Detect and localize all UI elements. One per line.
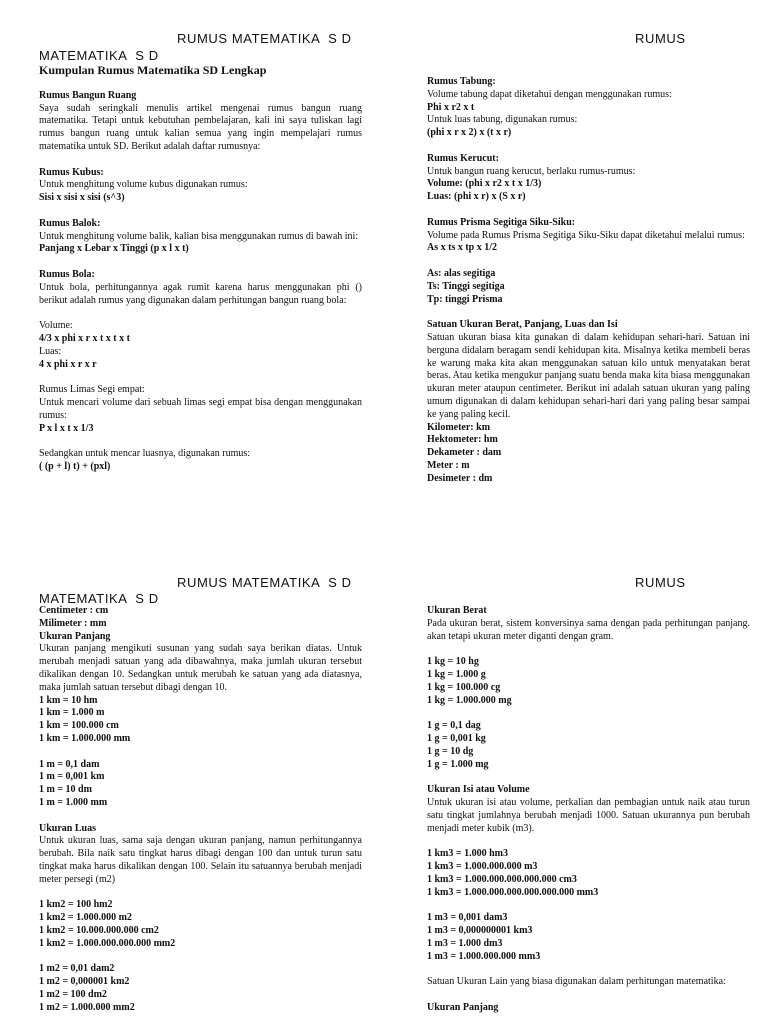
bold-line: 1 m2 = 0,000001 km2 [39,976,130,988]
spacer [427,204,750,217]
bold-line: (phi x r x 2) x (t x r) [427,127,512,139]
bold-line: Sisi x sisi x sisi (s^3) [39,192,125,204]
bold-line: 1 m3 = 0,000000001 km3 [427,924,533,936]
spacer [427,255,750,268]
text-paragraph: Untuk bangun ruang kerucut, berlaku rumus-rumus: [427,165,636,177]
bold-line: Rumus Bola: [39,268,95,280]
bold-line: Rumus Prisma Segitiga Siku-Siku: [427,216,576,228]
bold-line: 1 m3 = 1.000 dm3 [427,937,503,949]
text-paragraph: Pada ukuran berat, sistem konversinya sama dengan pada perhitungan panjang. akan tetapi ukuran meter diganti dengan gram. [427,617,750,642]
page2-right-column [427,605,750,1015]
bold-line: Ts: Tinggi segitiga [427,280,505,292]
bold-line: 1 km = 100.000 cm [39,720,119,732]
spacer [39,77,362,90]
bold-line: 4/3 x phi x r x t x t x t [39,332,130,344]
text-paragraph: Untuk mencari volume dari sebuah limas segi empat bisa dengan menggunakan rumus: [39,396,362,421]
bold-line: 1 km3 = 1.000 hm3 [427,848,508,860]
spacer [427,707,750,720]
bold-line: Dekameter : dam [427,447,502,459]
text-paragraph: Volume tabung dapat diketahui dengan menggunakan rumus: [427,88,672,100]
text-paragraph: Untuk luas tabung, digunakan rumus: [427,114,578,126]
bold-line: Milimeter : mm [39,617,107,629]
spacer [39,887,362,900]
spacer [39,371,362,384]
bold-line: 1 m = 1.000 mm [39,796,108,808]
bold-line: 1 km2 = 100 hm2 [39,899,113,911]
text-paragraph: Rumus Limas Segi empat: [39,384,145,396]
bold-line: As: alas segitiga [427,267,496,279]
bold-line: 1 m2 = 0,01 dam2 [39,963,115,975]
bold-line: 1 m = 0,001 km [39,771,105,783]
text-paragraph: Untuk menghitung volume kubus digunakan rumus: [39,179,248,191]
text-paragraph: Ukuran panjang mengikuti susunan yang sudah saya berikan diatas. Untuk merubah menjadi satuan yang ada dibawahnya, maka jumlah ukuran tersebut dikalikan dengan 10. Sedangkan untuk merubah ke satuan yang ada diatasnya, maka jumlah satuan tersebut dibagi dengan 10. [39,643,362,693]
bold-line: P x l x t x 1/3 [39,422,94,434]
bold-line: 4 x phi x r x r [39,358,97,370]
spacer [427,899,750,912]
page2-subheader: MATEMATIKA S D [39,591,159,606]
bold-line: As x ts x tp x 1/2 [427,242,498,254]
bold-line: 1 km2 = 1.000.000 m2 [39,912,132,924]
spacer [427,963,750,976]
bold-line: 1 g = 1.000 mg [427,758,489,770]
spacer [39,810,362,823]
bold-line: Ukuran Isi atau Volume [427,784,530,796]
bold-line: Volume: (phi x r2 x t x 1/3) [427,178,542,190]
spacer [427,835,750,848]
bold-line: 1 g = 0,001 kg [427,732,486,744]
bold-line: 1 kg = 1.000.000 mg [427,694,512,706]
spacer [427,140,750,153]
bold-line: Hektometer: hm [427,434,498,446]
bold-line: Panjang x Lebar x Tinggi (p x l x t) [39,243,189,255]
bold-line: 1 kg = 10 hg [427,656,479,668]
bold-line: 1 km = 10 hm [39,694,98,706]
spacer [39,746,362,759]
spacer [39,435,362,448]
spacer [427,771,750,784]
text-paragraph: Untuk ukuran isi atau volume, perkalian dan pembagian untuk naik atau turun satu tingkat jumlahnya berubah menjadi 1000. Satuan ukurannya pun berubah menjadi meter kubik (m3). [427,796,750,834]
bold-line: 1 km2 = 10.000.000.000 cm2 [39,924,159,936]
bold-line: Ukuran Panjang [39,630,111,642]
bold-line: Rumus Tabung: [427,76,496,87]
spacer [39,205,362,218]
spacer [427,306,750,319]
bold-line: Ukuran Luas [39,822,96,834]
bold-line: 1 km3 = 1.000.000.000.000.000 cm3 [427,873,577,885]
bold-line: 1 km2 = 1.000.000.000.000 mm2 [39,937,176,949]
text-paragraph: Satuan ukuran biasa kita gunakan di dalam kehidupan sehari-hari. Satuan ini berguna didalam beragam sendi kehidupan kita. Misalnya ketika membeli beras ke warung maka kita akan menggunakan satuan kilo untuk menyatakan berat beras. Atau ketika mengukur panjang suatu benda maka kita biasa menggunakan ukuran meter ataupun centimeter. Berikut ini adalah satuan ukuran yang paling umum digunakan di dalam kehidupan sehari-hari dari yang paling besar sampai ke yang paling kecil. [427,331,750,420]
bold-line: Luas: (phi x r) x (S x r) [427,191,526,203]
bold-line: 1 g = 0,1 dag [427,720,481,732]
bold-line: Meter : m [427,459,470,471]
text-paragraph: Satuan Ukuran Lain yang biasa digunakan dalam perhitungan matematika: [427,976,726,988]
text-paragraph: Untuk ukuran luas, sama saja dengan ukuran panjang, namun perhitungannya berubah. Bila naik satu tingkat harus dibagi dengan 100 dan untuk turun satu tingkat maka harus dikalikan dengan 100. Selain itu satuannya berubah menjadi meter persegi (m2) [39,835,362,885]
bold-line: 1 km3 = 1.000.000.000.000.000.000 mm3 [427,886,599,898]
bold-line: Rumus Kubus: [39,166,104,178]
bold-line: 1 m = 10 dm [39,784,92,796]
bold-line: 1 km3 = 1.000.000.000 m3 [427,860,538,872]
text-paragraph: Sedangkan untuk mencar luasnya, digunakan rumus: [39,448,251,460]
bold-line: Tp: tinggi Prisma [427,293,503,305]
bold-line: ( (p + l) t) + (pxl) [39,460,111,472]
bold-line: Rumus Kerucut: [427,152,499,164]
bold-line: 1 m = 0,1 dam [39,758,100,770]
text-paragraph: Luas: [39,345,62,357]
bold-line: 1 m2 = 1.000.000 mm2 [39,1001,135,1013]
bold-line: Rumus Bangun Ruang [39,89,137,101]
spacer [39,256,362,269]
page1-right-column [427,76,750,486]
text-paragraph: Untuk bola, perhitungannya agak rumit karena harus menggunakan phi () berikut adalah rumus yang digunakan dalam perhitungan bangun ruang bola: [39,281,362,306]
page2-header-right: RUMUS [635,575,686,590]
bold-line: Satuan Ukuran Berat, Panjang, Luas dan Isi [427,319,618,331]
bold-line: Centimeter : cm [39,605,109,616]
spacer [39,951,362,964]
bold-line: 1 km = 1.000 m [39,707,105,719]
bold-line: 1 kg = 100.000 cg [427,681,501,693]
page2-left-column [39,605,362,1015]
bold-line: 1 m3 = 1.000.000.000 mm3 [427,950,541,962]
page2-header-left: RUMUS MATEMATIKA S D [177,575,352,590]
bold-line: Ukuran Panjang [427,1001,499,1013]
bold-line: 1 m2 = 100 dm2 [39,988,107,1000]
spacer [427,643,750,656]
bold-line: 1 m3 = 0,001 dam3 [427,912,508,924]
spacer [39,307,362,320]
text-paragraph: Volume: [39,320,73,332]
page1-subheader: MATEMATIKA S D [39,48,159,63]
page1-header-right: RUMUS [635,31,686,46]
spacer [39,154,362,167]
page1-header-left: RUMUS MATEMATIKA S D [177,31,352,46]
bold-line: Desimeter : dm [427,472,493,484]
bold-line: 1 kg = 1.000 g [427,668,486,680]
bold-line: 1 g = 10 dg [427,745,474,757]
text-paragraph: Untuk menghitung volume balik, kalian bisa menggunakan rumus di bawah ini: [39,230,359,242]
text-paragraph: Saya sudah seringkali menulis artikel mengenai rumus bangun ruang matematika. Tetapi untuk kebutuhan pembelajaran, kali ini saya tuliskan lagi rumus bangun ruang untuk kalian semua yang ingin mempelajari rumus matematika untuk SD. Berikut adalah daftar rumusnya: [39,102,362,152]
page1-left-column [39,64,362,474]
bold-line: Phi x r2 x t [427,101,475,113]
text-paragraph: Volume pada Rumus Prisma Segitiga Siku-Siku dapat diketahui melalui rumus: [427,229,745,241]
bold-line: Ukuran Berat [427,605,487,616]
bold-line: Kumpulan Rumus Matematika SD Lengkap [39,63,267,77]
bold-line: Kilometer: km [427,421,491,433]
bold-line: 1 km = 1.000.000 mm [39,732,131,744]
bold-line: Rumus Balok: [39,217,101,229]
spacer [427,989,750,1002]
